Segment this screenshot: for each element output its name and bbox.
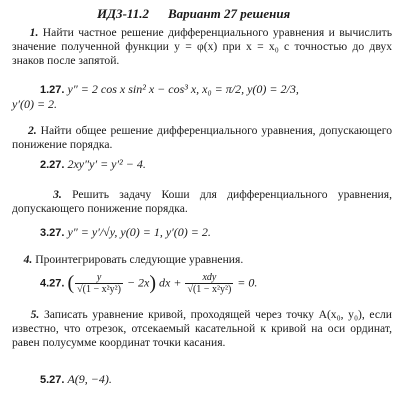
problem-1-27 xyxy=(40,82,390,98)
problem-2-27 xyxy=(40,157,390,173)
task-5-text: Записать уравнение кривой, проходящей через точку A(x₀, y₀), если известно, что отрезок, отсекаемый касательной к кривой на оси ординат, равен полусумме координат точки касания. xyxy=(12,308,392,349)
close-paren: ) xyxy=(149,272,157,294)
task-5 xyxy=(12,308,392,350)
problem-4-27 xyxy=(40,272,390,295)
dx-term: dx + xyxy=(156,275,185,290)
problem-5-27-point: A(9, −4). xyxy=(67,372,112,386)
task-2 xyxy=(12,124,392,152)
equation-tail: = 0. xyxy=(234,275,258,290)
problem-2-27-equation: 2xy″y′ = y′² − 4. xyxy=(67,157,146,171)
task-3 xyxy=(12,188,392,216)
fraction-1 xyxy=(75,272,123,295)
fraction-1-numerator: y xyxy=(75,272,123,284)
task-3-number: 3. xyxy=(53,188,62,201)
problem-1-27-cont xyxy=(12,97,362,112)
assignment-id: ИДЗ-11.2 xyxy=(97,6,149,21)
task-5-number: 5. xyxy=(30,308,40,321)
task-4 xyxy=(12,253,392,267)
fraction-2 xyxy=(185,272,233,295)
task-4-text: Проинтегрировать следующие уравнения. xyxy=(35,253,244,266)
task-4-number: 4. xyxy=(23,253,33,266)
problem-1-27-condition: y′(0) = 2. xyxy=(12,97,58,111)
problem-5-27 xyxy=(40,372,390,388)
minus-term: − 2x xyxy=(123,275,150,290)
task-1-number: 1. xyxy=(29,26,39,39)
variant-title: Вариант 27 решения xyxy=(168,6,291,21)
open-paren: ( xyxy=(67,272,75,294)
problem-4-27-number: 4.27. xyxy=(40,277,65,290)
task-2-number: 2. xyxy=(27,124,37,137)
problem-1-27-equation: y″ = 2 cos x sin² x − cos³ x, x₀ = π/2, y(0) = 2/3, xyxy=(67,82,299,96)
problem-3-27-number: 3.27. xyxy=(40,227,65,239)
problem-3-27 xyxy=(40,225,390,241)
task-1-text: Найти частное решение дифференциального уравнения и вычислить значение полученной функции y = φ(x) при x = x₀ с точностью до двух знаков после запятой. xyxy=(12,26,392,67)
problem-3-27-equation: y″ = y′/√y, y(0) = 1, y′(0) = 2. xyxy=(67,225,211,239)
task-1 xyxy=(12,26,392,68)
problem-1-27-number: 1.27. xyxy=(40,84,65,96)
task-3-text: Решить задачу Коши для дифференциального уравнения, допускающего понижение порядка. xyxy=(12,188,392,215)
fraction-2-numerator: xdy xyxy=(185,272,233,284)
fraction-1-denominator: √(1 − x²y²) xyxy=(77,284,121,295)
problem-2-27-number: 2.27. xyxy=(40,159,65,171)
problem-5-27-number: 5.27. xyxy=(40,374,65,386)
task-2-text: Найти общее решение дифференциального уравнения, допускающего понижение порядка. xyxy=(12,124,393,151)
fraction-2-denominator: √(1 − x²y²) xyxy=(187,284,232,295)
